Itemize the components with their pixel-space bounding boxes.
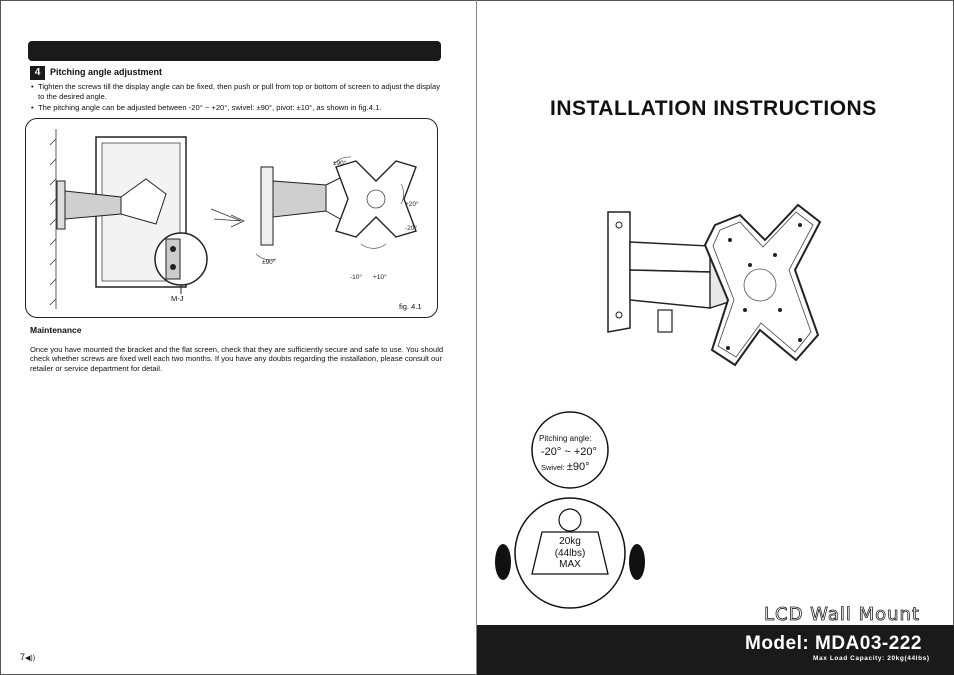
product-name: LCD Wall Mount <box>764 604 920 625</box>
page-number <box>20 652 35 662</box>
instruction-bullet <box>31 103 446 113</box>
maintenance-text: Once you have mounted the bracket and the flat screen, check that they are sufficiently secure and safe to use. You should check whether screws are fixed well each two months. If you have any doubts regarding the installation, please consult our retailer or service department for detail. <box>30 345 444 373</box>
header-bar <box>28 41 441 61</box>
swivel-top-label: ±90° <box>333 160 347 167</box>
weight-kg: 20kg <box>559 536 581 547</box>
weight-capacity <box>544 536 596 571</box>
instruction-text: • Tighten the screws till the display angle can be fixed, then push or pull from top or bottom of screen to adjust the display to the desired angle. <box>38 82 440 101</box>
step-number: 4 <box>30 66 45 80</box>
pitch-down-label: -20° <box>405 225 417 232</box>
model-number: Model: MDA03-222 <box>745 633 922 654</box>
pivot-left-label: -10° <box>350 274 362 281</box>
part-label: M-J <box>171 294 184 303</box>
pitching-angle-label: Pitching angle: <box>539 434 592 443</box>
speaker-icon: ◀)) <box>25 655 36 662</box>
weight-lbs: (44lbs) <box>554 547 586 559</box>
weight-max: MAX <box>559 559 581 570</box>
pitch-up-label: +20° <box>405 201 419 208</box>
pitching-angle-value: -20° ~ +20° <box>541 446 597 458</box>
swivel-bottom-label: ±90° <box>262 259 276 266</box>
maintenance-title: Maintenance <box>30 325 82 335</box>
page-title: INSTALLATION INSTRUCTIONS <box>550 97 877 120</box>
figure-caption: fig. 4.1 <box>399 302 422 311</box>
page-number-value: 7 <box>20 652 26 662</box>
page-fold <box>476 0 477 675</box>
instruction-text: • The pitching angle can be adjusted between -20° ~ +20°, swivel: ±90°, pivot: ±10°, as shown in fig.4.1. <box>38 103 382 112</box>
pivot-right-label: +10° <box>373 274 387 281</box>
instruction-bullet <box>31 82 446 101</box>
swivel-label <box>541 461 590 473</box>
pitch-adjustment-illustration <box>26 119 437 317</box>
swivel-label-text: Swivel: <box>541 463 565 472</box>
max-load-capacity: Max Load Capacity: 20kg(44lbs) <box>813 655 930 662</box>
wall-mount-illustration <box>600 200 830 375</box>
swivel-value: ±90° <box>566 461 590 473</box>
step-title: Pitching angle adjustment <box>50 67 163 77</box>
